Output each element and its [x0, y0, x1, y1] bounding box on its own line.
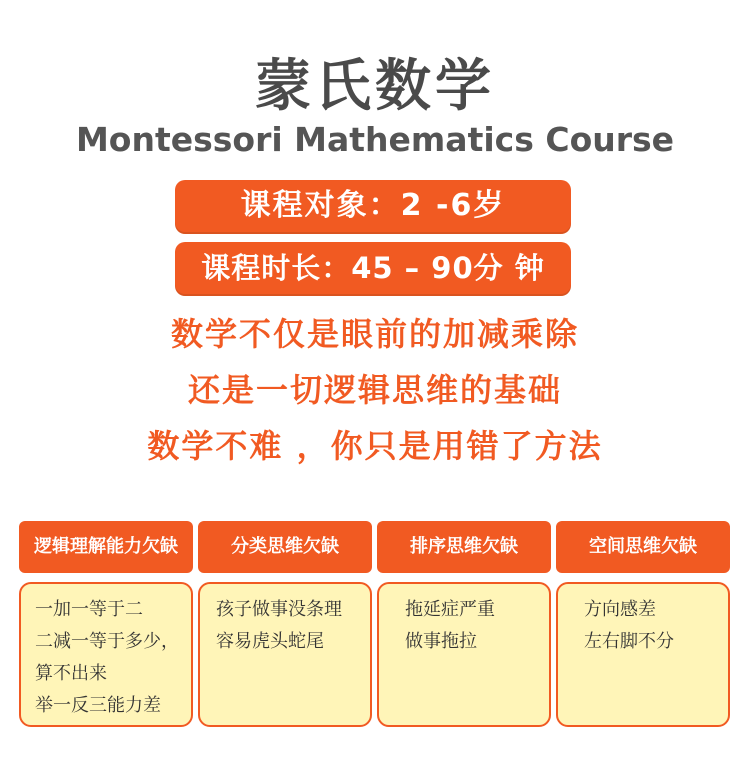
- card-line: 拖延症严重: [405, 599, 495, 620]
- card-line: 一加一等于二: [35, 599, 143, 620]
- card-line: 容易虎头蛇尾: [216, 631, 324, 652]
- slogan-line-2: 还是一切逻辑思维的基础: [187, 371, 562, 409]
- card-line: 举一反三能力差: [35, 695, 161, 716]
- card-body-spatial: [556, 582, 730, 727]
- card-line: 算不出来: [35, 663, 107, 684]
- card-line: 方向感差: [584, 599, 656, 620]
- slogan-line-1: 数学不仅是眼前的加减乘除: [170, 315, 579, 353]
- slogan-line-3: 数学不难 ，你只是用错了方法: [147, 427, 603, 465]
- page-title-chinese: 蒙氏数学: [255, 54, 495, 119]
- card-title-sorting: 排序思维欠缺: [377, 521, 551, 573]
- page-title-english: Montessori Mathematics Course: [75, 120, 675, 159]
- card-line: 二减一等于多少，: [35, 631, 179, 652]
- card-line: 孩子做事没条理: [216, 599, 342, 620]
- card-title-classification: 分类思维欠缺: [198, 521, 372, 573]
- card-body-sorting: [377, 582, 551, 727]
- course-duration-badge: 课程时长：45 – 90分 钟: [175, 242, 571, 294]
- card-body-logic: [19, 582, 193, 727]
- card-body-classification: [198, 582, 372, 727]
- card-title-logic: 逻辑理解能力欠缺: [19, 521, 193, 573]
- card-line: 做事拖拉: [405, 631, 477, 652]
- course-target-badge: 课程对象：2 -6岁: [175, 180, 571, 232]
- card-title-spatial: 空间思维欠缺: [556, 521, 730, 573]
- card-line: 左右脚不分: [584, 631, 674, 652]
